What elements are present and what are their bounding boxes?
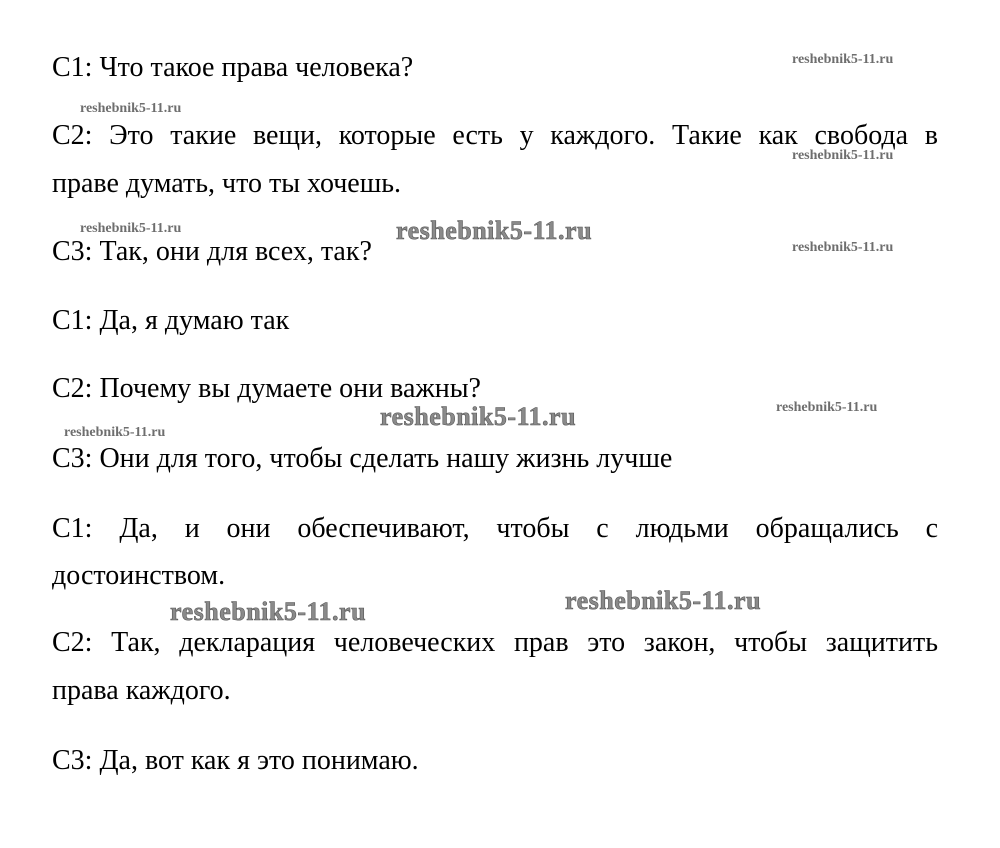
dialogue-line-c1-statement-2: достоинством. (52, 560, 226, 591)
watermark: reshebnik5-11.ru (565, 586, 762, 615)
dialogue-line-c1-question: C1: Что такое права человека? (52, 52, 414, 83)
dialogue-line-c2-question: C2: Почему вы думаете они важны? (52, 373, 481, 404)
dialogue-line-c1-reply: C1: Да, я думаю так (52, 305, 290, 336)
watermark: reshebnik5-11.ru (792, 148, 894, 163)
dialogue-line-c1-statement-1: C1: Да, и они обеспечивают, чтобы с людьми обращались с (52, 513, 938, 544)
dialogue-line-c2-answer-2: праве думать, что ты хочешь. (52, 168, 402, 199)
dialogue-line-c3-reply: C3: Они для того, чтобы сделать нашу жизнь лучше (52, 443, 673, 474)
watermark: reshebnik5-11.ru (170, 597, 367, 626)
watermark: reshebnik5-11.ru (80, 101, 182, 116)
dialogue-line-c3-conclusion: C3: Да, вот как я это понимаю. (52, 745, 419, 776)
watermark: reshebnik5-11.ru (80, 221, 182, 236)
watermark: reshebnik5-11.ru (792, 240, 894, 255)
watermark: reshebnik5-11.ru (396, 216, 593, 245)
watermark: reshebnik5-11.ru (64, 425, 166, 440)
watermark: reshebnik5-11.ru (380, 402, 577, 431)
watermark: reshebnik5-11.ru (776, 400, 878, 415)
dialogue-line-c3-question: C3: Так, они для всех, так? (52, 236, 372, 267)
dialogue-line-c2-statement-1: C2: Так, декларация человеческих прав это закон, чтобы защитить (52, 627, 938, 658)
dialogue-line-c2-statement-2: права каждого. (52, 675, 231, 706)
watermark: reshebnik5-11.ru (792, 52, 894, 67)
dialogue-line-c2-answer-1: C2: Это такие вещи, которые есть у каждого. Такие как свобода в (52, 120, 938, 151)
